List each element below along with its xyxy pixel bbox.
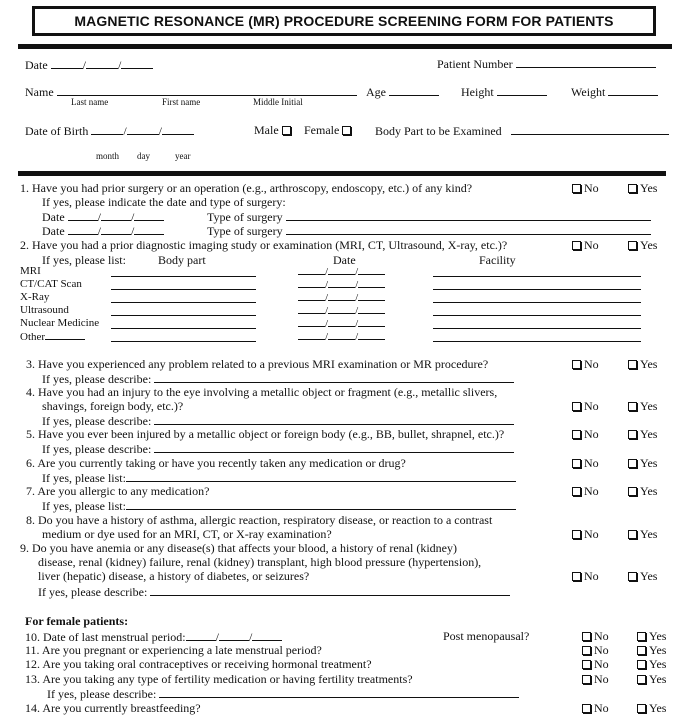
question-6: 6. Are you currently taking or have you recently taken any medication or drug? xyxy=(26,456,406,470)
q9-followup: If yes, please describe: xyxy=(38,585,510,598)
height-input[interactable] xyxy=(497,85,547,96)
q2-col-date: Date xyxy=(333,253,356,267)
q11-no[interactable]: No xyxy=(582,644,609,656)
q12-no[interactable]: No xyxy=(582,658,609,670)
q3-describe-input[interactable] xyxy=(154,372,514,383)
q13-yes[interactable]: Yes xyxy=(637,673,666,685)
imaging-row-label: MRI xyxy=(20,265,41,277)
checkbox[interactable] xyxy=(582,632,591,641)
imaging-row-label: Other xyxy=(20,331,85,343)
q2-yes[interactable]: Yes xyxy=(628,239,657,251)
bodypart-input[interactable] xyxy=(111,276,256,277)
question-9: 9. Do you have anemia or any disease(s) that affects your blood, a history of renal (kidney) xyxy=(20,541,457,555)
q3-yes[interactable]: Yes xyxy=(628,358,657,370)
q1-date-input[interactable] xyxy=(101,210,131,221)
q9-yes[interactable]: Yes xyxy=(628,570,657,582)
form-title-box xyxy=(32,6,656,36)
question-2: 2. Have you had a prior diagnostic imaging study or examination (MRI, CT, Ultrasound, X-ray, etc.)? xyxy=(20,238,508,252)
checkbox[interactable] xyxy=(637,660,646,669)
q1-type-2: Type of surgery xyxy=(207,224,651,237)
date-input[interactable]: / / xyxy=(298,265,385,278)
q2-col-facility: Facility xyxy=(479,253,516,267)
q5-describe-input[interactable] xyxy=(154,442,514,453)
q3-no[interactable]: No xyxy=(572,358,599,370)
q14-no[interactable]: No xyxy=(582,702,609,714)
q2-col-bodypart: Body part xyxy=(158,253,206,267)
date-input[interactable]: / / xyxy=(298,278,385,291)
q1-date-input[interactable] xyxy=(134,224,164,235)
bodypart-input[interactable] xyxy=(111,328,256,329)
q1-date-input[interactable] xyxy=(68,224,98,235)
imaging-row-label: CT/CAT Scan xyxy=(20,278,82,290)
date-day-input[interactable] xyxy=(86,58,118,69)
dob-field: Date of Birth / / xyxy=(25,124,194,137)
patient-number-field: Patient Number xyxy=(437,57,656,70)
height-field: Height xyxy=(461,85,547,98)
lmp-month-input[interactable] xyxy=(186,630,216,641)
q12-yes[interactable]: Yes xyxy=(637,658,666,670)
q7-no[interactable]: No xyxy=(572,485,599,497)
q1-date-input[interactable] xyxy=(101,224,131,235)
date-input[interactable]: / / xyxy=(298,304,385,317)
imaging-row-label: Ultrasound xyxy=(20,304,69,316)
q13-describe-input[interactable] xyxy=(159,687,519,698)
q2-no[interactable]: No xyxy=(572,239,599,251)
body-part-field: Body Part to be Examined xyxy=(375,124,669,137)
checkbox[interactable] xyxy=(572,572,581,581)
name-sublabel-last: Last name xyxy=(71,97,109,107)
q8-no[interactable]: No xyxy=(572,528,599,540)
q8-yes[interactable]: Yes xyxy=(628,528,657,540)
lmp-year-input[interactable] xyxy=(252,630,282,641)
q1-type-input[interactable] xyxy=(286,210,651,221)
question-5: 5. Have you ever been injured by a metallic object or foreign body (e.g., BB, bullet, shrapnel, etc.)? xyxy=(26,427,505,441)
q3-followup: If yes, please describe: xyxy=(42,372,514,385)
checkbox[interactable] xyxy=(628,402,637,411)
checkbox[interactable] xyxy=(637,704,646,713)
weight-field: Weight xyxy=(571,85,658,98)
age-input[interactable] xyxy=(389,85,439,96)
question-8: 8. Do you have a history of asthma, allergic reaction, respiratory disease, or reaction to a contrast xyxy=(26,513,493,527)
q4-no[interactable]: No xyxy=(572,400,599,412)
question-14: 14. Are you currently breastfeeding? xyxy=(25,701,201,715)
checkbox[interactable] xyxy=(572,241,581,250)
q4-describe-input[interactable] xyxy=(154,414,514,425)
q1-date-input[interactable] xyxy=(134,210,164,221)
checkbox[interactable] xyxy=(628,459,637,468)
checkbox[interactable] xyxy=(637,675,646,684)
q7-yes[interactable]: Yes xyxy=(628,485,657,497)
name-input[interactable] xyxy=(57,85,357,96)
q4-yes[interactable]: Yes xyxy=(628,400,657,412)
q1-type-1: Type of surgery xyxy=(207,210,651,223)
facility-input[interactable] xyxy=(433,276,641,277)
q10-yes[interactable]: Yes xyxy=(637,630,666,642)
bodypart-input[interactable] xyxy=(111,315,256,316)
name-field: Name xyxy=(25,85,357,98)
imaging-row-label: X-Ray xyxy=(20,291,50,303)
checkbox[interactable] xyxy=(582,660,591,669)
weight-input[interactable] xyxy=(608,85,658,96)
q11-yes[interactable]: Yes xyxy=(637,644,666,656)
question-1: 1. Have you had prior surgery or an operation (e.g., arthroscopy, endoscopy, etc.) of any kind? xyxy=(20,181,473,195)
dob-year-input[interactable] xyxy=(162,124,194,135)
date-year-input[interactable] xyxy=(121,58,153,69)
bodypart-input[interactable] xyxy=(111,289,256,290)
q5-followup: If yes, please describe: xyxy=(42,442,514,455)
q4-followup: If yes, please describe: xyxy=(42,414,514,427)
name-sublabel-first: First name xyxy=(162,97,201,107)
question-7: 7. Are you allergic to any medication? xyxy=(26,484,210,498)
checkbox[interactable] xyxy=(628,530,637,539)
post-menopausal-label: Post menopausal? xyxy=(443,629,530,643)
question-8-cont: medium or dye used for an MRI, CT, or X-ray examination? xyxy=(42,527,332,541)
name-sublabel-middle: Middle Initial xyxy=(253,97,303,107)
facility-input[interactable] xyxy=(433,289,641,290)
q5-no[interactable]: No xyxy=(572,428,599,440)
checkbox[interactable] xyxy=(572,487,581,496)
checkbox[interactable] xyxy=(628,360,637,369)
dob-month-input[interactable] xyxy=(91,124,123,135)
q13-no[interactable]: No xyxy=(582,673,609,685)
dob-day-input[interactable] xyxy=(127,124,159,135)
question-11: 11. Are you pregnant or experiencing a late menstrual period? xyxy=(25,643,322,657)
dob-sublabel-year: year xyxy=(175,151,191,161)
male-checkbox[interactable] xyxy=(282,126,291,135)
checkbox[interactable] xyxy=(628,241,637,250)
q1-date-1: Date / / xyxy=(42,210,164,223)
dob-sublabel-day: day xyxy=(137,151,150,161)
facility-input[interactable] xyxy=(433,302,641,303)
female-heading: For female patients: xyxy=(25,614,129,628)
q1-date-2: Date / / xyxy=(42,224,164,237)
checkbox[interactable] xyxy=(572,402,581,411)
checkbox[interactable] xyxy=(572,430,581,439)
imaging-row-label: Nuclear Medicine xyxy=(20,317,100,329)
q14-yes[interactable]: Yes xyxy=(637,702,666,714)
date-field: Date / / xyxy=(25,58,153,71)
checkbox[interactable] xyxy=(582,704,591,713)
date-month-input[interactable] xyxy=(51,58,83,69)
checkbox[interactable] xyxy=(572,459,581,468)
age-field: Age xyxy=(366,85,439,98)
female-option[interactable]: Female xyxy=(304,124,354,136)
q6-yes[interactable]: Yes xyxy=(628,457,657,469)
checkbox[interactable] xyxy=(628,487,637,496)
q1-date-input[interactable] xyxy=(68,210,98,221)
question-13: 13. Are you taking any type of fertility medication or having fertility treatments? xyxy=(25,672,413,686)
checkbox[interactable] xyxy=(628,184,637,193)
patient-number-input[interactable] xyxy=(516,57,656,68)
date-input[interactable]: / / xyxy=(298,330,385,343)
q1-yes[interactable]: Yes xyxy=(628,182,657,194)
date-input[interactable]: / / xyxy=(298,291,385,304)
q6-list-input[interactable] xyxy=(126,471,516,482)
q9-describe-input[interactable] xyxy=(150,585,510,596)
facility-input[interactable] xyxy=(433,315,641,316)
q1-type-input[interactable] xyxy=(286,224,651,235)
q1-no[interactable]: No xyxy=(572,182,599,194)
checkbox[interactable] xyxy=(572,184,581,193)
checkbox[interactable] xyxy=(582,646,591,655)
form-title: MAGNETIC RESONANCE (MR) PROCEDURE SCREENING FORM FOR PATIENTS xyxy=(74,13,614,29)
header-divider xyxy=(18,44,672,49)
checkbox[interactable] xyxy=(628,430,637,439)
date-input[interactable]: / / xyxy=(298,317,385,330)
q6-followup: If yes, please list: xyxy=(42,471,516,484)
question-9-cont: disease, renal (kidney) failure, renal (kidney) transplant, high blood pressure (hypertension), xyxy=(38,555,482,569)
checkbox[interactable] xyxy=(637,646,646,655)
facility-input[interactable] xyxy=(433,328,641,329)
lmp-day-input[interactable] xyxy=(219,630,249,641)
female-checkbox[interactable] xyxy=(342,126,351,135)
q10-no[interactable]: No xyxy=(582,630,609,642)
male-option[interactable]: Male xyxy=(254,124,294,136)
q9-no[interactable]: No xyxy=(572,570,599,582)
q1-followup: If yes, please indicate the date and type of surgery: xyxy=(42,195,286,209)
question-3: 3. Have you experienced any problem related to a previous MRI examination or MR procedure? xyxy=(26,357,489,371)
q13-followup: If yes, please describe: xyxy=(47,687,519,700)
q7-followup: If yes, please list: xyxy=(42,499,516,512)
q7-list-input[interactable] xyxy=(126,499,516,510)
question-9-cont2: liver (hepatic) disease, a history of diabetes, or seizures? xyxy=(38,569,310,583)
q5-yes[interactable]: Yes xyxy=(628,428,657,440)
question-12: 12. Are you taking oral contraceptives or receiving hormonal treatment? xyxy=(25,657,372,671)
question-4: 4. Have you had an injury to the eye involving a metallic object or fragment (e.g., metallic slivers, xyxy=(26,385,498,399)
question-10: 10. Date of last menstrual period: / / xyxy=(25,630,282,643)
facility-input[interactable] xyxy=(433,341,641,342)
question-4-cont: shavings, foreign body, etc.)? xyxy=(42,399,184,413)
checkbox[interactable] xyxy=(572,360,581,369)
checkbox[interactable] xyxy=(582,675,591,684)
section-divider xyxy=(18,171,666,176)
other-input[interactable] xyxy=(45,331,85,340)
checkbox[interactable] xyxy=(628,572,637,581)
checkbox[interactable] xyxy=(572,530,581,539)
bodypart-input[interactable] xyxy=(111,302,256,303)
q6-no[interactable]: No xyxy=(572,457,599,469)
q2-followup: If yes, please list: xyxy=(42,253,126,267)
body-part-input[interactable] xyxy=(511,124,669,135)
dob-sublabel-month: month xyxy=(96,151,120,161)
bodypart-input[interactable] xyxy=(111,341,256,342)
checkbox[interactable] xyxy=(637,632,646,641)
